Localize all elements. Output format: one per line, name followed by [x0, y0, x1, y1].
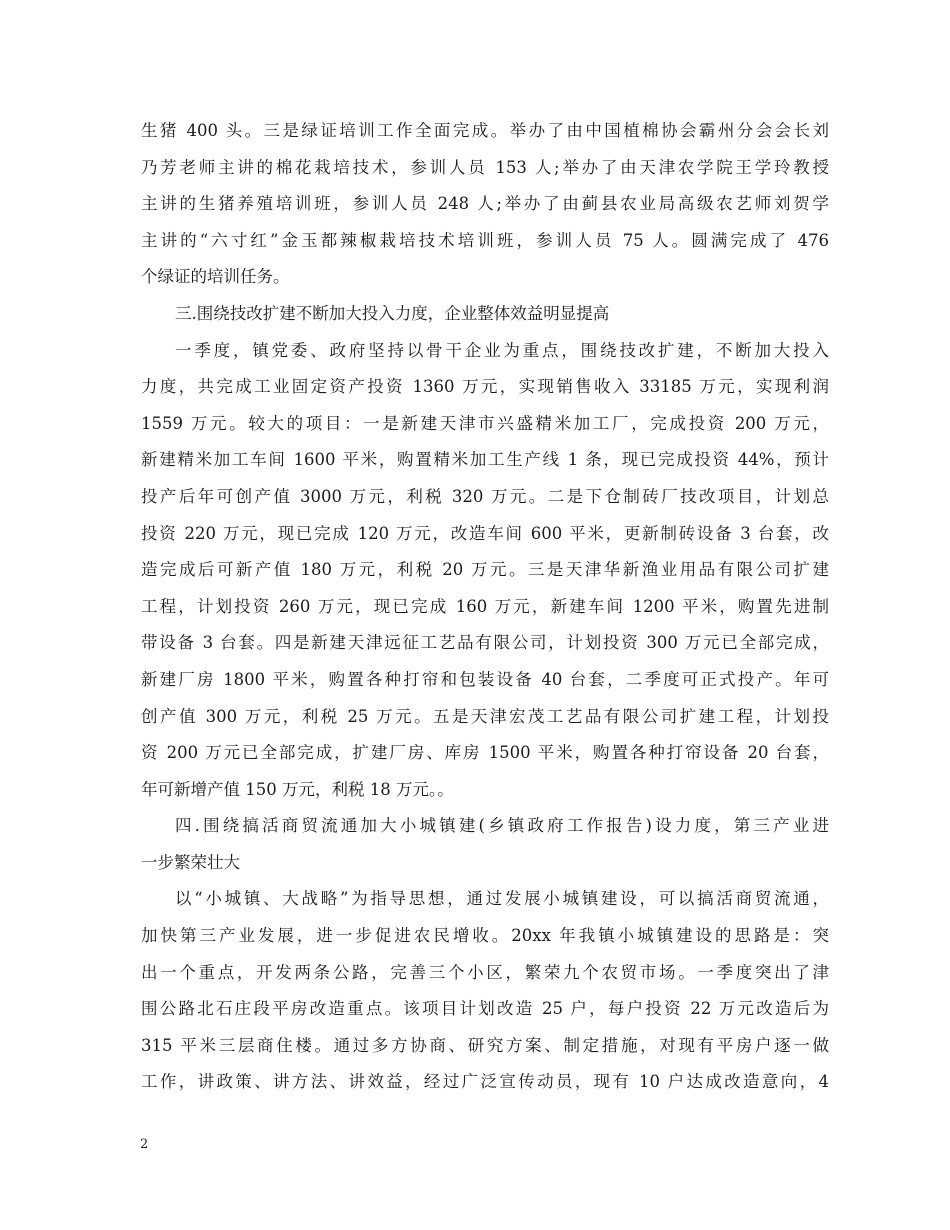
text-line: 三.围绕技改扩建不断加大投入力度，企业整体效益明显提高	[175, 303, 610, 323]
text-line: 出一个重点，开发两条公路，完善三个小区，繁荣九个农贸市场。一季度突出了津	[141, 962, 829, 982]
page-number: 2	[140, 1137, 149, 1152]
text-line: 315 平米三层商住楼。通过多方协商、研究方案、制定措施，对现有平房户逐一做	[141, 1035, 829, 1055]
text-line: 投资 220 万元，现已完成 120 万元，改造车间 600 平米，更新制砖设备 3 台套，改	[141, 523, 829, 543]
text-line: 年可新增产值 150 万元，利税 18 万元。。	[141, 779, 454, 799]
text-line: 创产值 300 万元，利税 25 万元。五是天津宏茂工艺品有限公司扩建工程，计划投	[141, 706, 829, 726]
text-line: 以“小城镇、大战略”为指导思想，通过发展小城镇建设，可以搞活商贸流通，	[175, 889, 829, 909]
text-line: 造完成后可新产值 180 万元，利税 20 万元。三是天津华新渔业用品有限公司扩建	[141, 560, 829, 580]
text-line: 乃芳老师主讲的棉花栽培技术，参训人员 153 人;举办了由天津农学院王学玲教授	[141, 157, 829, 177]
text-line: 生猪 400 头。三是绿证培训工作全面完成。举办了由中国植棉协会霸州分会会长刘	[141, 121, 829, 140]
text-line: 围公路北石庄段平房改造重点。该项目计划改造 25 户，每户投资 22 万元改造后为	[141, 999, 829, 1019]
text-line: 带设备 3 台套。四是新建天津远征工艺品有限公司，计划投资 300 万元已全部完成，	[141, 633, 829, 653]
text-line: 主讲的生猪养殖培训班，参训人员 248 人;举办了由蓟县农业局高级农艺师刘贺学	[141, 194, 829, 214]
text-line: 主讲的“六寸红”金玉都辣椒栽培技术培训班，参训人员 75 人。圆满完成了 476	[141, 230, 829, 250]
text-line: 四.围绕搞活商贸流通加大小城镇建(乡镇政府工作报告)设力度，第三产业进	[175, 816, 829, 836]
document-body	[141, 113, 829, 1101]
text-line: 个绿证的培训任务。	[141, 267, 290, 287]
text-line: 1559 万元。较大的项目：一是新建天津市兴盛精米加工厂，完成投资 200 万元，	[141, 413, 829, 433]
text-line: 新建厂房 1800 平米，购置各种打帘和包装设备 40 台套，二季度可正式投产。年可	[141, 669, 829, 689]
text-line: 力度，共完成工业固定资产投资 1360 万元，实现销售收入 33185 万元，实现利润	[141, 377, 829, 397]
text-line: 工作，讲政策、讲方法、讲效益，经过广泛宣传动员，现有 10 户达成改造意向，4	[141, 1072, 829, 1092]
text-line: 一季度，镇党委、政府坚持以骨干企业为重点，围绕技改扩建，不断加大投入	[175, 340, 829, 360]
text-line: 加快第三产业发展，进一步促进农民增收。20xx 年我镇小城镇建设的思路是：突	[141, 926, 829, 946]
text-line: 新建精米加工车间 1600 平米，购置精米加工生产线 1 条，现已完成投资 44%，预计	[141, 450, 829, 470]
text-line: 工程，计划投资 260 万元，现已完成 160 万元，新建车间 1200 平米，购置先进制	[141, 596, 829, 616]
text-line: 资 200 万元已全部完成，扩建厂房、库房 1500 平米，购置各种打帘设备 20 台套，	[141, 743, 829, 763]
text-line: 投产后年可创产值 3000 万元，利税 320 万元。二是下仓制砖厂技改项目，计划总	[141, 486, 829, 506]
text-line: 一步繁荣壮大	[141, 852, 240, 872]
